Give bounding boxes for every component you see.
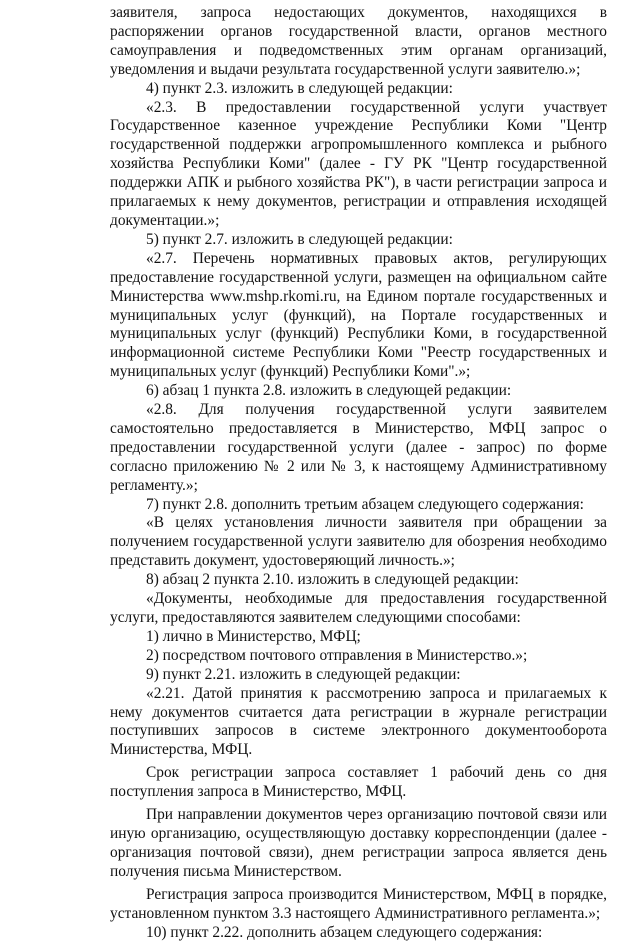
paragraph-item-4: 4) пункт 2.3. изложить в следующей редакции: (110, 80, 607, 99)
paragraph-2-21-text: «2.21. Датой принятия к рассмотрению запроса и прилагаемых к нему документов считается дата регистрации в журнале регистрации поступивших запросов в системе электронного документооборота Министерства, МФЦ. (110, 685, 607, 761)
paragraph-2-7-text: «2.7. Перечень нормативных правовых актов, регулирующих предоставление государственной услуги, размещен на официальном сайте Министерства www.mshp.rkomi.ru, на Едином портале государственных и муниципальных услуг (функций), на Портале государственных и муниципальных услуг (функций) Республики Коми, в государственной информационной системе Республики Коми "Реестр государственных и муниципальных услуг (функций) Республики Коми".»; (110, 250, 607, 382)
paragraph-method-1: 1) лично в Министерство, МФЦ; (110, 628, 607, 647)
paragraph-2-3-text: «2.3. В предоставлении государственной услуги участвует Государственное казенное учреждение Республики Коми "Центр государственной поддержки агропромышленного комплекса и рыбного хозяйства Республики Коми" (далее - ГУ РК "Центр государственной поддержки АПК и рыбного хозяйства РК"), в части регистрации запроса и прилагаемых к нему документов, регистрации и отправления исходящей документации.»; (110, 99, 607, 231)
paragraph-documents-text: «Документы, необходимые для предоставления государственной услуги, предоставляются заявителем следующими способами: (110, 590, 607, 628)
paragraph-2-8-text: «2.8. Для получения государственной услуги заявителем самостоятельно предоставляется в Министерство, МФЦ запрос о предоставлении государственной услуги (далее - запрос) по форме согласно приложению № 2 или № 3, к настоящему Административному регламенту.»; (110, 401, 607, 496)
document-body (110, 4, 607, 942)
paragraph-item-7: 7) пункт 2.8. дополнить третьим абзацем следующего содержания: (110, 496, 607, 515)
paragraph-continuation: заявителя, запроса недостающих документов, находящихся в распоряжении органов государственной власти, органов местного самоуправления и подведомственных этим органам организаций, уведомления и выдачи результата государственной услуги заявителю.»; (110, 4, 607, 80)
paragraph-item-9: 9) пункт 2.21. изложить в следующей редакции: (110, 666, 607, 685)
paragraph-postal-delivery: При направлении документов через организацию почтовой связи или иную организацию, осуществляющую доставку корреспонденции (далее - организация почтовой связи), днем регистрации запроса является день получения письма Министерством. (110, 806, 607, 882)
paragraph-item-6: 6) абзац 1 пункта 2.8. изложить в следующей редакции: (110, 382, 607, 401)
paragraph-item-10: 10) пункт 2.22. дополнить абзацем следующего содержания: (110, 924, 607, 942)
paragraph-identity-text: «В целях установления личности заявителя при обращении за получением государственной услуги заявителю для обозрения необходимо представить документ, удостоверяющий личность.»; (110, 514, 607, 571)
paragraph-registration-term: Срок регистрации запроса составляет 1 рабочий день со дня поступления запроса в Министерство, МФЦ. (110, 764, 607, 802)
paragraph-registration-order: Регистрация запроса производится Министерством, МФЦ в порядке, установленном пунктом 3.3 настоящего Административного регламента.»; (110, 886, 607, 924)
paragraph-item-8: 8) абзац 2 пункта 2.10. изложить в следующей редакции: (110, 571, 607, 590)
paragraph-method-2: 2) посредством почтового отправления в Министерство.»; (110, 647, 607, 666)
paragraph-item-5: 5) пункт 2.7. изложить в следующей редакции: (110, 231, 607, 250)
